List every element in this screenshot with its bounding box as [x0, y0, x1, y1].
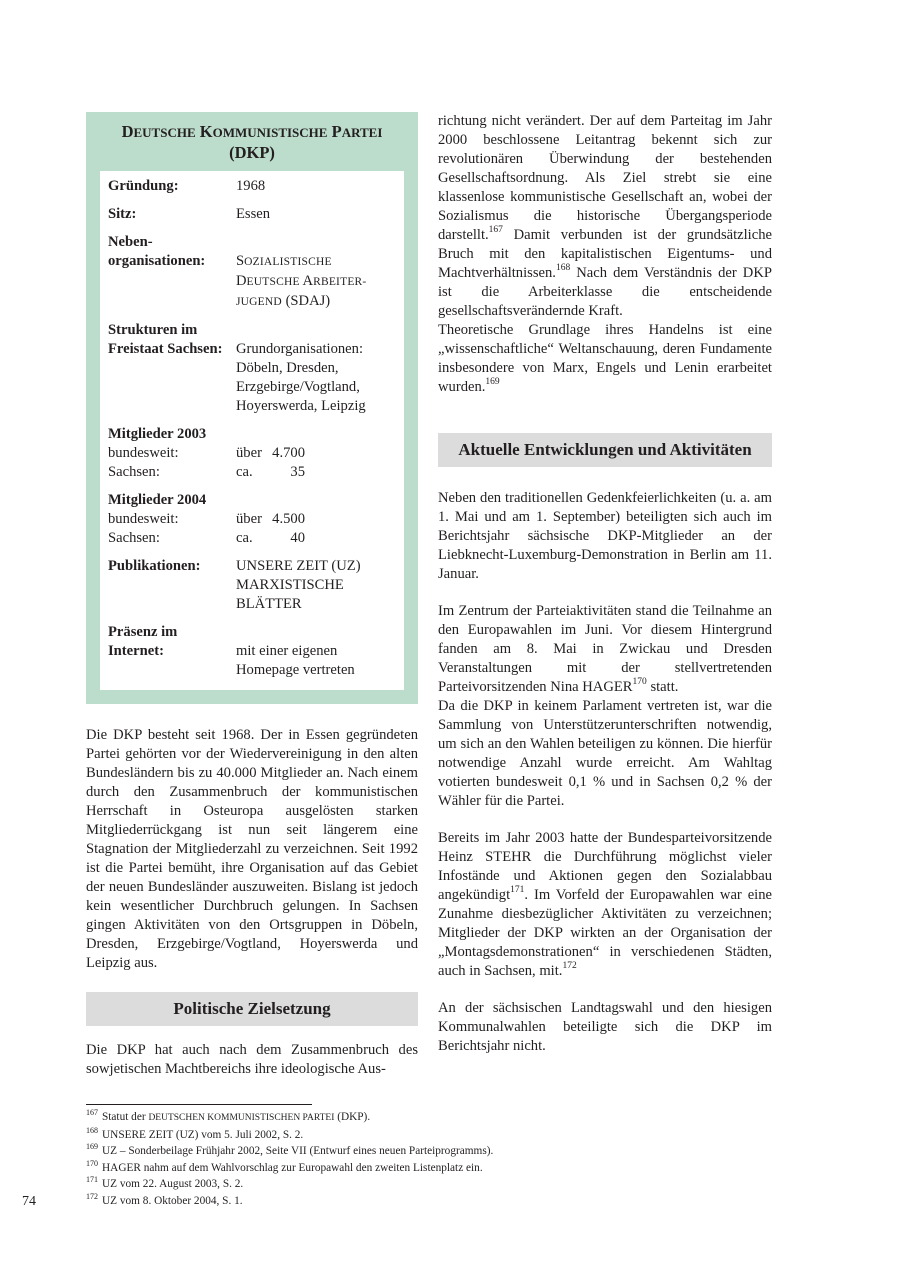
member-count: 35	[290, 464, 305, 480]
infobox-title-line1	[100, 122, 404, 143]
footnote-item	[86, 1127, 786, 1144]
footnote-item	[86, 1109, 786, 1127]
strukturen-value-line: Döbeln, Dresden,	[236, 360, 339, 376]
footnote-ref[interactable]: 167	[488, 225, 503, 236]
gedenk-paragraph: Neben den traditionellen Gedenkfeierlichkeiten (u. a. am 1. Mai und am 1. September) beteiligten sich auch im Berichtsjahr sächsische DKP-Mitglieder an der Liebknecht-Luxemburg-Demonstration in Berlin am 11. Januar.	[438, 490, 772, 582]
strukturen-label-line1: Strukturen im	[108, 322, 198, 338]
nebenorganisationen-row	[108, 233, 396, 312]
footnote-text-sc: DEUTSCHEN KOMMUNISTISCHEN PARTEI	[148, 1113, 335, 1123]
gruendung-label: Gründung:	[108, 178, 179, 194]
footnote-number: 169	[86, 1142, 98, 1152]
theorie-paragraph	[438, 321, 772, 397]
strukturen-label-line2: Freistaat Sachsen:	[108, 341, 223, 357]
gruendung-value: 1968	[236, 178, 266, 194]
footnote-number: 168	[86, 1125, 98, 1135]
footnote-ref[interactable]: 170	[632, 677, 647, 688]
infobox-title	[100, 119, 404, 171]
mitglieder-2003-block	[108, 425, 396, 482]
europawahl-paragraph	[438, 602, 772, 697]
footnote-ref[interactable]: 171	[510, 885, 525, 896]
neben-label-line2: organisationen:	[108, 253, 206, 269]
member-region: bundesweit:	[108, 445, 179, 461]
footnotes	[86, 1104, 786, 1209]
zielsetzung-continued-paragraph	[438, 112, 772, 321]
member-prefix: ca.	[236, 530, 253, 546]
footnote-item	[86, 1193, 786, 1210]
publikationen-label: Publikationen:	[108, 558, 201, 574]
neben-value-cap: S	[236, 253, 245, 269]
text-run: Nach dem Verständnis der DKP ist die Arbeiterklasse die entscheidende gesellschaftsverändernde Kraft.	[438, 265, 772, 319]
member-region: Sachsen:	[108, 530, 160, 546]
title-cap-p: P	[331, 122, 342, 141]
member-row	[108, 463, 396, 482]
praesenz-value-line: mit einer eigenen	[236, 643, 338, 659]
neben-value-cap: D	[236, 273, 247, 289]
party-infobox	[86, 112, 418, 704]
footnote-text: (DKP).	[334, 1111, 371, 1123]
text-run: Bereits im Jahr 2003 hatte der Bundesparteivorsitzende Heinz STEHR die Durchführung möglichst vieler Infostände und Aktionen gegen den Sozialabbau angekündigt	[438, 830, 772, 903]
neben-value-cap: A	[302, 273, 314, 289]
mitglieder-2003-label: Mitglieder 2003	[108, 426, 207, 442]
mitglieder-2004-label: Mitglieder 2004	[108, 492, 207, 508]
nebenorganisationen-value	[236, 233, 396, 312]
praesenz-value	[236, 623, 396, 680]
footnote-number: 170	[86, 1158, 98, 1168]
gruendung-row	[108, 177, 396, 196]
member-prefix: über	[236, 511, 262, 527]
footnote-number: 172	[86, 1191, 98, 1201]
strukturen-value-line: Erzgebirge/Vogtland,	[236, 379, 360, 395]
section-heading-aktivitaeten: Aktuelle Entwicklungen und Aktivitäten	[438, 433, 772, 467]
infobox-content	[100, 171, 404, 690]
strukturen-label	[108, 321, 236, 416]
sitz-row	[108, 205, 396, 224]
neben-label-line1: Neben-	[108, 234, 153, 250]
praesenz-label-line2: Internet:	[108, 643, 164, 659]
infobox-title-line2: (DKP)	[229, 143, 275, 162]
text-run: richtung nicht verändert. Der auf dem Parteitag im Jahr 2000 beschlossene Leitantrag bekennt sich zur revolutionären Überwindung der bestehenden Gesellschaftsordnung. Als Ziel strebt sie eine klassenlose kommunistische Gesellschaft an, wobei der Sozialismus die historische Übergangsperiode darstellt.	[438, 113, 772, 243]
strukturen-value-line: Grundorganisationen:	[236, 341, 363, 357]
title-sc-a: EUTSCHE	[133, 125, 196, 140]
publikation-line: MARXISTISCHE	[236, 577, 344, 593]
neben-value-sc: OZIALISTISCHE	[244, 256, 332, 268]
footnote-text: UZ vom 8. Oktober 2004, S. 1.	[102, 1194, 243, 1207]
footnote-ref[interactable]: 168	[555, 263, 571, 274]
strukturen-row	[108, 321, 396, 416]
footnote-ref[interactable]: 172	[562, 961, 577, 972]
title-sc-c: ARTEI	[341, 125, 383, 140]
publikationen-row	[108, 557, 396, 614]
footnote-item	[86, 1143, 786, 1160]
member-row	[108, 510, 396, 529]
publikation-line: BLÄTTER	[236, 596, 302, 612]
sozialabbau-paragraph	[438, 829, 772, 981]
zielsetzung-paragraph: Die DKP hat auch nach dem Zusammenbruch des sowjetischen Machtbereichs ihre ideologische Aus-	[86, 1042, 418, 1077]
member-count: 40	[290, 530, 305, 546]
text-run: statt.	[646, 679, 679, 695]
sitz-label: Sitz:	[108, 206, 137, 222]
praesenz-row	[108, 623, 396, 680]
member-count: 4.500	[272, 511, 305, 527]
member-row	[108, 444, 396, 463]
text-run: Damit verbunden ist der grundsätzliche Bruch mit den kapitalistischen Eigentums- und Machtverhältnissen.	[438, 227, 772, 281]
neben-value-abbr: (SDAJ)	[281, 293, 331, 309]
member-row	[108, 529, 396, 548]
intro-paragraph: Die DKP besteht seit 1968. Der in Essen gegründeten Partei gehörten vor der Wiedervereinigung in den alten Bundesländern bis zu 40.000 Mitglieder an. Nach einem durch den Zusammenbruch der kommunistischen Herrschaft in Osteuropa ausgelösten starken Mitgliederrückgang ist nun seit längerem eine Stagnation der Mitgliederzahl zu verzeichnen. Seit 1992 ist die Partei bemüht, ihre Organisation auf das Gebiet der neuen Bundesländer auszuweiten. Bislang ist jedoch kein wesentlicher Durchbruch gelungen. In Sachsen gingen Aktivitäten von den Ortsgruppen in Döbeln, Dresden, Erzgebirge/Vogtland, Hoyerswerda und Leipzig aus.	[86, 727, 418, 971]
footnote-divider	[86, 1104, 312, 1105]
member-prefix: ca.	[236, 464, 253, 480]
title-sc-b: OMMUNISTISCHE	[212, 125, 328, 140]
footnote-text: UNSERE ZEIT (UZ) vom 5. Juli 2002, S. 2.	[102, 1128, 304, 1141]
neben-value-sc: RBEITER-	[313, 276, 367, 288]
footnote-text: UZ – Sonderbeilage Frühjahr 2002, Seite VII (Entwurf eines neuen Parteiprogramms).	[102, 1145, 494, 1157]
text-run: Im Zentrum der Parteiaktivitäten stand die Teilnahme an den Europawahlen im Juni. Vor diesem Hintergrund fanden am 8. Mai in Zwickau und Dresden Veranstaltungen mit der stellvertretenden Parteivorsitzenden Nina HAGER	[438, 603, 772, 695]
sitz-value: Essen	[236, 206, 271, 222]
footnote-item	[86, 1176, 786, 1193]
landtagswahl-paragraph: An der sächsischen Landtagswahl und den hiesigen Kommunalwahlen beteiligte sich die DKP im Berichtsjahr nicht.	[438, 1000, 772, 1054]
publikation-line: UNSERE ZEIT (UZ)	[236, 558, 361, 574]
title-cap-d: D	[121, 122, 134, 141]
text-run: Theoretische Grundlage ihres Handelns ist eine „wissenschaftliche“ Weltanschauung, deren Fundamente insbesondere von Marx, Engels und Lenin erarbeitet wurden.	[438, 322, 772, 395]
neben-value-sc: JUGEND	[236, 296, 282, 308]
member-region: Sachsen:	[108, 464, 160, 480]
strukturen-value	[236, 321, 396, 416]
footnote-ref[interactable]: 169	[485, 377, 500, 388]
right-column	[438, 112, 772, 1056]
unterschriften-paragraph: Da die DKP in keinem Parlament vertreten ist, war die Sammlung von Unterstützerunterschriften notwendig, um sich an den Wahlen beteiligen zu können. Die hierfür notwendige Anzahl wurde erreicht. Am Wahltag votierten bundesweit 0,1 % und in Sachsen 0,2 % der Wähler für die Partei.	[438, 698, 772, 809]
neben-value-sc: EUTSCHE	[246, 276, 300, 288]
praesenz-label-line1: Präsenz im	[108, 624, 178, 640]
footnote-text: Statut der	[102, 1111, 149, 1123]
member-prefix: über	[236, 445, 262, 461]
member-region: bundesweit:	[108, 511, 179, 527]
nebenorganisationen-label	[108, 233, 236, 312]
footnote-number: 167	[86, 1108, 98, 1118]
footnote-text: HAGER nahm auf dem Wahlvorschlag zur Europawahl den zweiten Listenplatz ein.	[102, 1161, 483, 1174]
strukturen-value-line: Hoyerswerda, Leipzig	[236, 398, 366, 414]
publikationen-value	[236, 557, 396, 614]
footnote-item	[86, 1160, 786, 1177]
footnote-number: 171	[86, 1175, 98, 1185]
section-heading-zielsetzung: Politische Zielsetzung	[86, 992, 418, 1026]
title-cap-k: K	[199, 122, 213, 141]
left-column	[86, 112, 418, 1079]
page-number: 74	[22, 1194, 36, 1209]
praesenz-label	[108, 623, 236, 680]
member-count: 4.700	[272, 445, 305, 461]
mitglieder-2004-block	[108, 491, 396, 548]
praesenz-value-line: Homepage vertreten	[236, 662, 355, 678]
text-run: . Im Vorfeld der Europawahlen war eine Zunahme diesbezüglicher Aktivitäten zu verzeichnen; Mitglieder der DKP wirkten an der Organisation der „Montagsdemonstrationen“ in verschiedenen Städten, auch in Sachsen, mit.	[438, 887, 772, 979]
footnote-text: UZ vom 22. August 2003, S. 2.	[102, 1178, 244, 1190]
